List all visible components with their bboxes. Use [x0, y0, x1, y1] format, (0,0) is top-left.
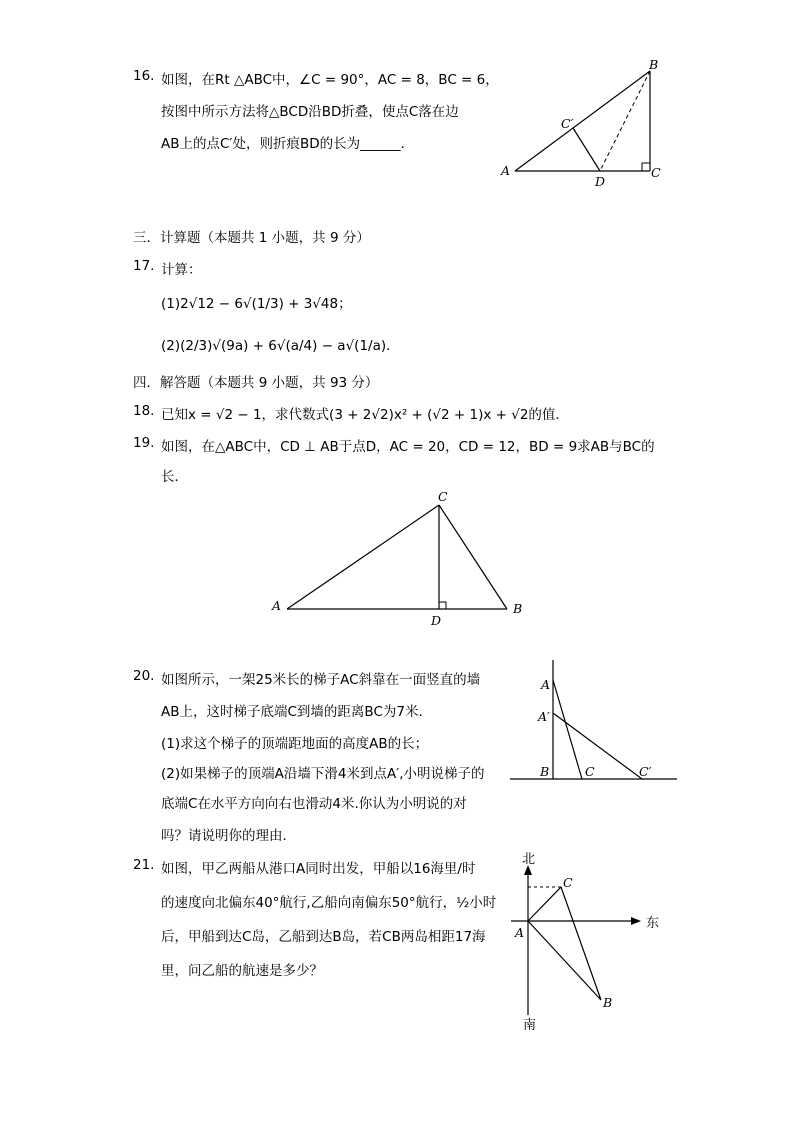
q16-label-d: D	[595, 174, 606, 189]
q16-right-angle-mark	[642, 163, 650, 171]
q16-number: 16.	[133, 68, 155, 84]
q20-text-line6: 吗？请说明你的理由．	[161, 828, 296, 844]
section3-heading: 三．计算题（本题共 1 小题，共 9 分）	[133, 230, 370, 246]
q21-east-arrow-icon	[631, 917, 641, 925]
q20-text-line3: (1)求这个梯子的顶端距地面的高度AB的长；	[161, 736, 429, 752]
q20-label-c-prime: C′	[639, 764, 652, 779]
q19-label-c: C	[438, 489, 448, 504]
q16-figure	[495, 55, 670, 190]
q21-label-north: 北	[522, 852, 536, 867]
q21-label-east: 东	[646, 916, 660, 931]
q21-text-line4: 里，问乙船的航速是多少？	[161, 963, 323, 979]
q19-label-b: B	[513, 601, 523, 616]
q21-label-south: 南	[523, 1018, 537, 1033]
section4-heading: 四．解答题（本题共 9 小题，共 93 分）	[133, 375, 379, 391]
q16-label-c-prime: C′	[561, 116, 574, 131]
q21-label-a: A	[515, 925, 525, 940]
q20-figure	[505, 655, 685, 790]
q21-label-b: B	[603, 995, 613, 1010]
q21-figure	[505, 845, 665, 1035]
q20-text-line5: 底端C在水平方向向右也滑动4米.你认为小明说的对	[161, 796, 467, 812]
q16-text-line1: 如图，在Rt △ABC中，∠C = 90°，AC = 8，BC = 6，	[161, 72, 499, 88]
q21-number: 21.	[133, 857, 155, 873]
q16-label-c: C	[651, 165, 661, 180]
q16-fold-bd	[600, 71, 650, 171]
q19-text-line2: 长．	[161, 469, 188, 485]
q18-number: 18.	[133, 403, 155, 419]
q16-side-ab	[515, 71, 650, 171]
q21-segment-cb	[561, 887, 601, 1000]
q21-text-line3: 后，甲船到达C岛，乙船到达B岛，若CB两岛相距17海	[161, 929, 486, 945]
q16-label-b: B	[649, 57, 659, 72]
q19-label-a: A	[272, 598, 282, 613]
q17-part1: (1)2√12 − 6√(1/3) + 3√48；	[161, 296, 352, 312]
q20-text-line1: 如图所示，一架25米长的梯子AC斜靠在一面竖直的墙	[161, 672, 481, 688]
q20-label-a-prime: A′	[538, 709, 550, 724]
q16-text-line2: 按图中所示方法将△BCD沿BD折叠，使点C落在边	[161, 104, 459, 120]
q20-label-a: A	[541, 677, 551, 692]
q19-label-d: D	[431, 613, 442, 628]
q21-text-line2: 的速度向北偏东40°航行,乙船向南偏东50°航行，½小时	[161, 895, 497, 911]
q19-text-line1: 如图，在△ABC中，CD ⊥ AB于点D，AC = 20，CD = 12，BD = 9求AB与BC的	[161, 439, 655, 455]
q20-label-b: B	[540, 764, 550, 779]
q20-text-line2: AB上，这时梯子底端C到墙的距离BC为7米．	[161, 704, 432, 720]
q17-number: 17.	[133, 258, 155, 274]
q16-label-a: A	[501, 163, 511, 178]
q19-side-bc	[439, 505, 507, 609]
q16-text-line3: AB上的点C′处，则折痕BD的长为______．	[161, 136, 415, 152]
q20-ladder-a1c1	[553, 713, 642, 779]
q21-label-c: C	[563, 875, 573, 890]
q21-path-ac	[528, 887, 561, 921]
q21-path-ab	[528, 921, 601, 1000]
q20-text-line4: (2)如果梯子的顶端A沿墙下滑4米到点A′,小明说梯子的	[161, 766, 485, 782]
q19-right-angle-mark	[439, 602, 446, 609]
q20-number: 20.	[133, 668, 155, 684]
q18-text: 已知x = √2 − 1，求代数式(3 + 2√2)x² + (√2 + 1)x + √2的值．	[161, 407, 569, 423]
q16-segment-c1d	[573, 128, 600, 171]
q17-part2: (2)(2/3)√(9a) + 6√(a/4) − a√(1/a)．	[161, 338, 400, 354]
q19-figure	[265, 485, 535, 630]
q21-text-line1: 如图，甲乙两船从港口A同时出发，甲船以16海里/时	[161, 861, 476, 877]
q19-number: 19.	[133, 435, 155, 451]
q20-ladder-ac	[553, 680, 582, 779]
q17-prompt: 计算：	[161, 262, 202, 278]
q20-label-c: C	[585, 764, 595, 779]
q19-side-ac	[287, 505, 439, 609]
